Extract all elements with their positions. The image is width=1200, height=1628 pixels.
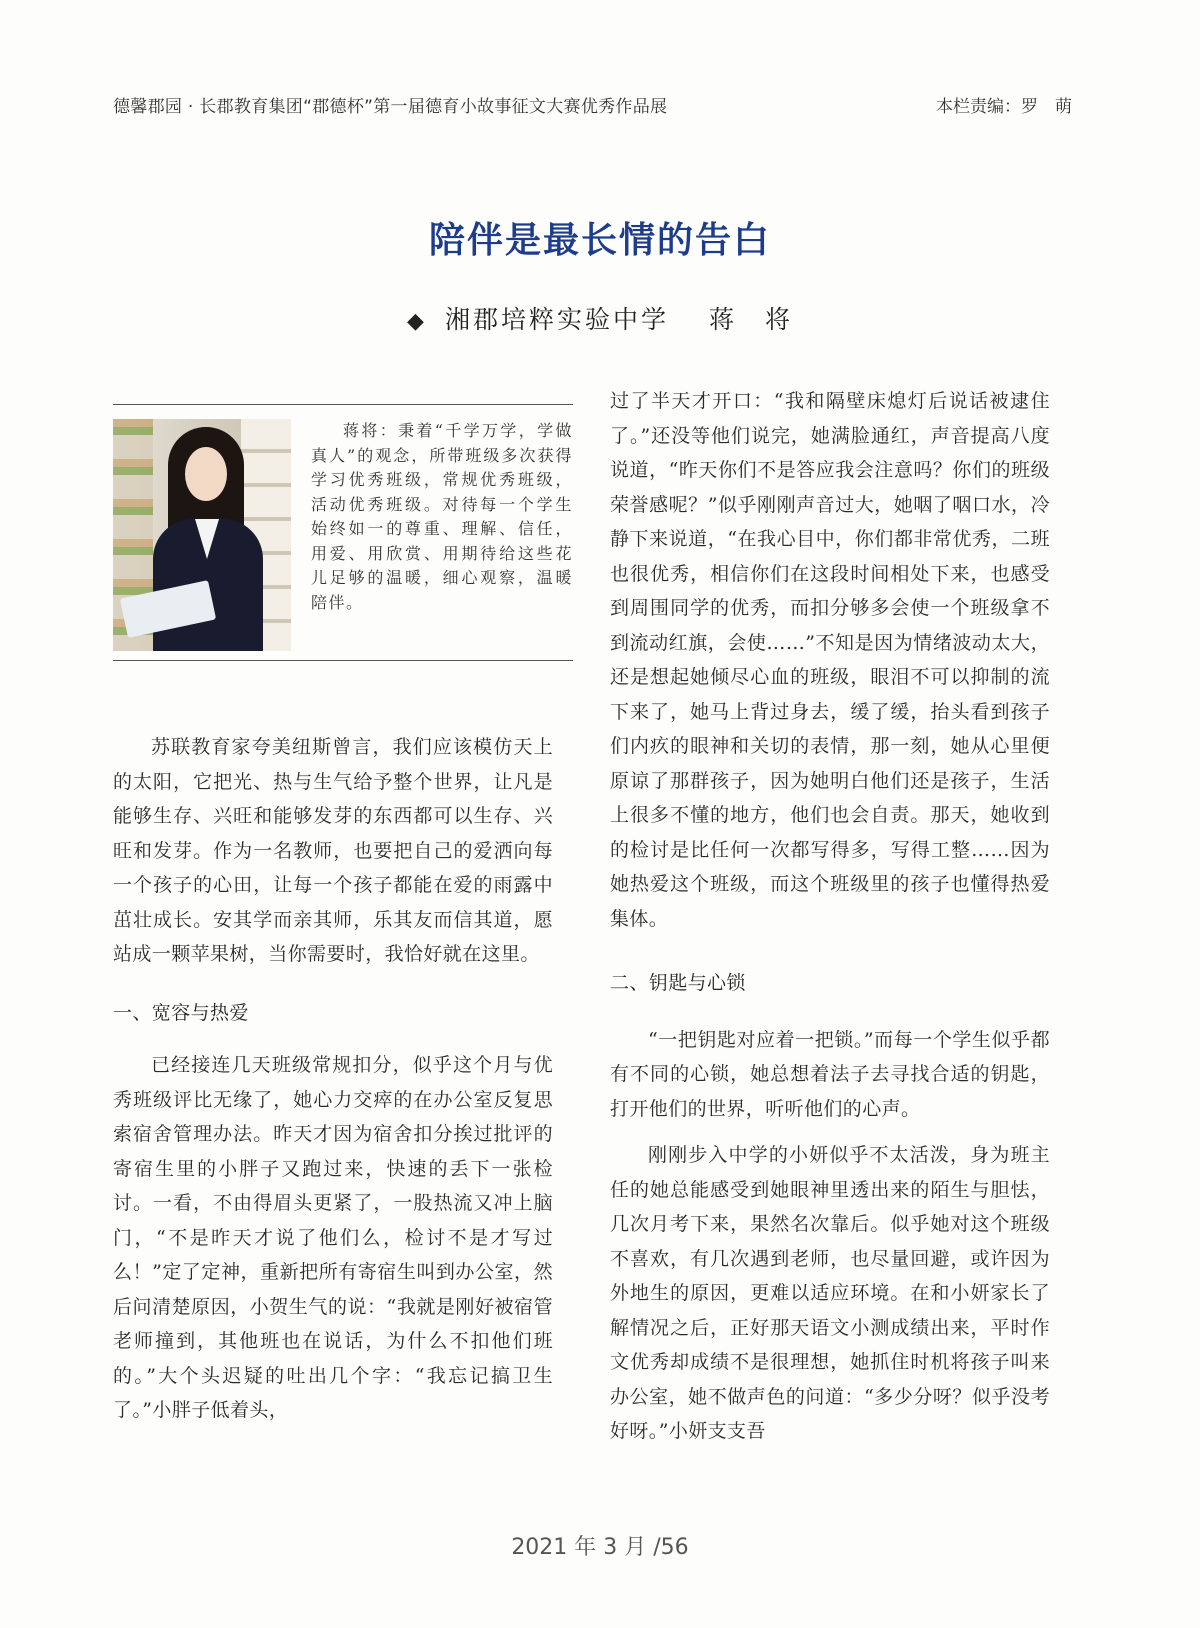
section2-paragraph-2: 刚刚步入中学的小妍似乎不太活泼，身为班主任的她总能感受到她眼神里透出来的陌生与胆怯，几次月考下来，果然名次靠后。似乎她对这个班级不喜欢，有几次遇到老师，也尽量回避，或许因为外地生的原因，更难以适应环境。在和小妍家长了解情况之后，正好那天语文小测成绩出来，平时作文优秀却成绩不是很理想，她抓住时机将孩子叫来办公室，她不做声色的问道：“多少分呀？似乎没考好呀。”小妍支支吾 [610, 1144, 1050, 1442]
intro-paragraph: 苏联教育家夸美纽斯曾言，我们应该模仿天上的太阳，它把光、热与生气给予整个世界，让凡是能够生存、兴旺和能够发芽的东西都可以生存、兴旺和发芽。作为一名教师，也要把自己的爱洒向每一个孩子的心田，让每一个孩子都能在爱的雨露中茁壮成长。安其学而亲其师，乐其友而信其道，愿站成一颗苹果树，当你需要时，我恰好就在这里。 [113, 736, 553, 965]
right-column [610, 384, 1050, 1449]
section-heading-1: 一、宽容与热爱 [113, 1001, 249, 1024]
section2-paragraph-1: “一把钥匙对应着一把锁。”而每一个学生似乎都有不同的心锁，她总想着法子去寻找合适的钥匙，打开他们的世界，听听他们的心声。 [610, 1028, 1050, 1120]
author-photo [113, 419, 291, 651]
continued-paragraph: 过了半天才开口：“我和隔壁床熄灯后说话被逮住了。”还没等他们说完，她满脸通红，声音提高八度说道，“昨天你们不是答应我会注意吗？你们的班级荣誉感呢？”似乎刚刚声音过大，她咽了咽口水，冷静下来说道，“在我心目中，你们都非常优秀，二班也很优秀，相信你们在这段时间相处下来，也感受到周围同学的优秀，而扣分够多会使一个班级拿不到流动红旗，会使……”不知是因为情绪波动太大，还是想起她倾尽心血的班级，眼泪不可以抑制的流下来了，她马上背过身去，缓了缓，抬头看到孩子们内疚的眼神和关切的表情，那一刻，她从心里便原谅了那群孩子，因为她明白他们还是孩子，生活上很多不懂的地方，他们也会自责。那天，她收到的检讨是比任何一次都写得多，写得工整……因为她热爱这个班级，而这个班级里的孩子也懂得热爱集体。 [610, 390, 1050, 930]
left-column [113, 730, 553, 1428]
diamond-icon: ◆ [407, 309, 427, 334]
section1-paragraph-1: 已经接连几天班级常规扣分，似乎这个月与优秀班级评比无缘了，她心力交瘁的在办公室反复思索宿舍管理办法。昨天才因为宿舍扣分挨过批评的寄宿生里的小胖子又跑过来，快速的丢下一张检讨。一看，不由得眉头更紧了，一股热流又冲上脑门，“不是昨天才说了他们么，检讨不是才写过么！”定了定神，重新把所有寄宿生叫到办公室，然后问清楚原因，小贺生气的说：“我就是刚好被宿管老师撞到，其他班也在说话，为什么不扣他们班的。”大个头迟疑的吐出几个字：“我忘记搞卫生了。”小胖子低着头， [113, 1054, 553, 1421]
author-name: 蒋 将 [708, 305, 793, 334]
section-heading-2: 二、钥匙与心锁 [610, 972, 746, 994]
author-bio-box [113, 404, 573, 661]
byline [0, 300, 1200, 336]
author-school: 湘郡培粹实验中学 [444, 305, 669, 334]
article-title: 陪伴是最长情的告白 [428, 219, 771, 261]
page-footer: 2021 年 3 月 /56 [511, 1535, 689, 1560]
running-header-left: 德馨郡园 · 长郡教育集团“郡德杯”第一届德育小故事征文大赛优秀作品展 [113, 97, 668, 117]
author-bio-text: 蒋将：秉着“千学万学，学做真人”的观念，所带班级多次获得学习优秀班级，常规优秀班级，活动优秀班级。对待每一个学生始终如一的尊重、理解、信任，用爱、用欣赏、用期待给这些花儿足够的温暖，细心观察，温暖陪伴。 [311, 421, 573, 612]
running-header-editor: 本栏责编：罗 萌 [936, 97, 1072, 117]
